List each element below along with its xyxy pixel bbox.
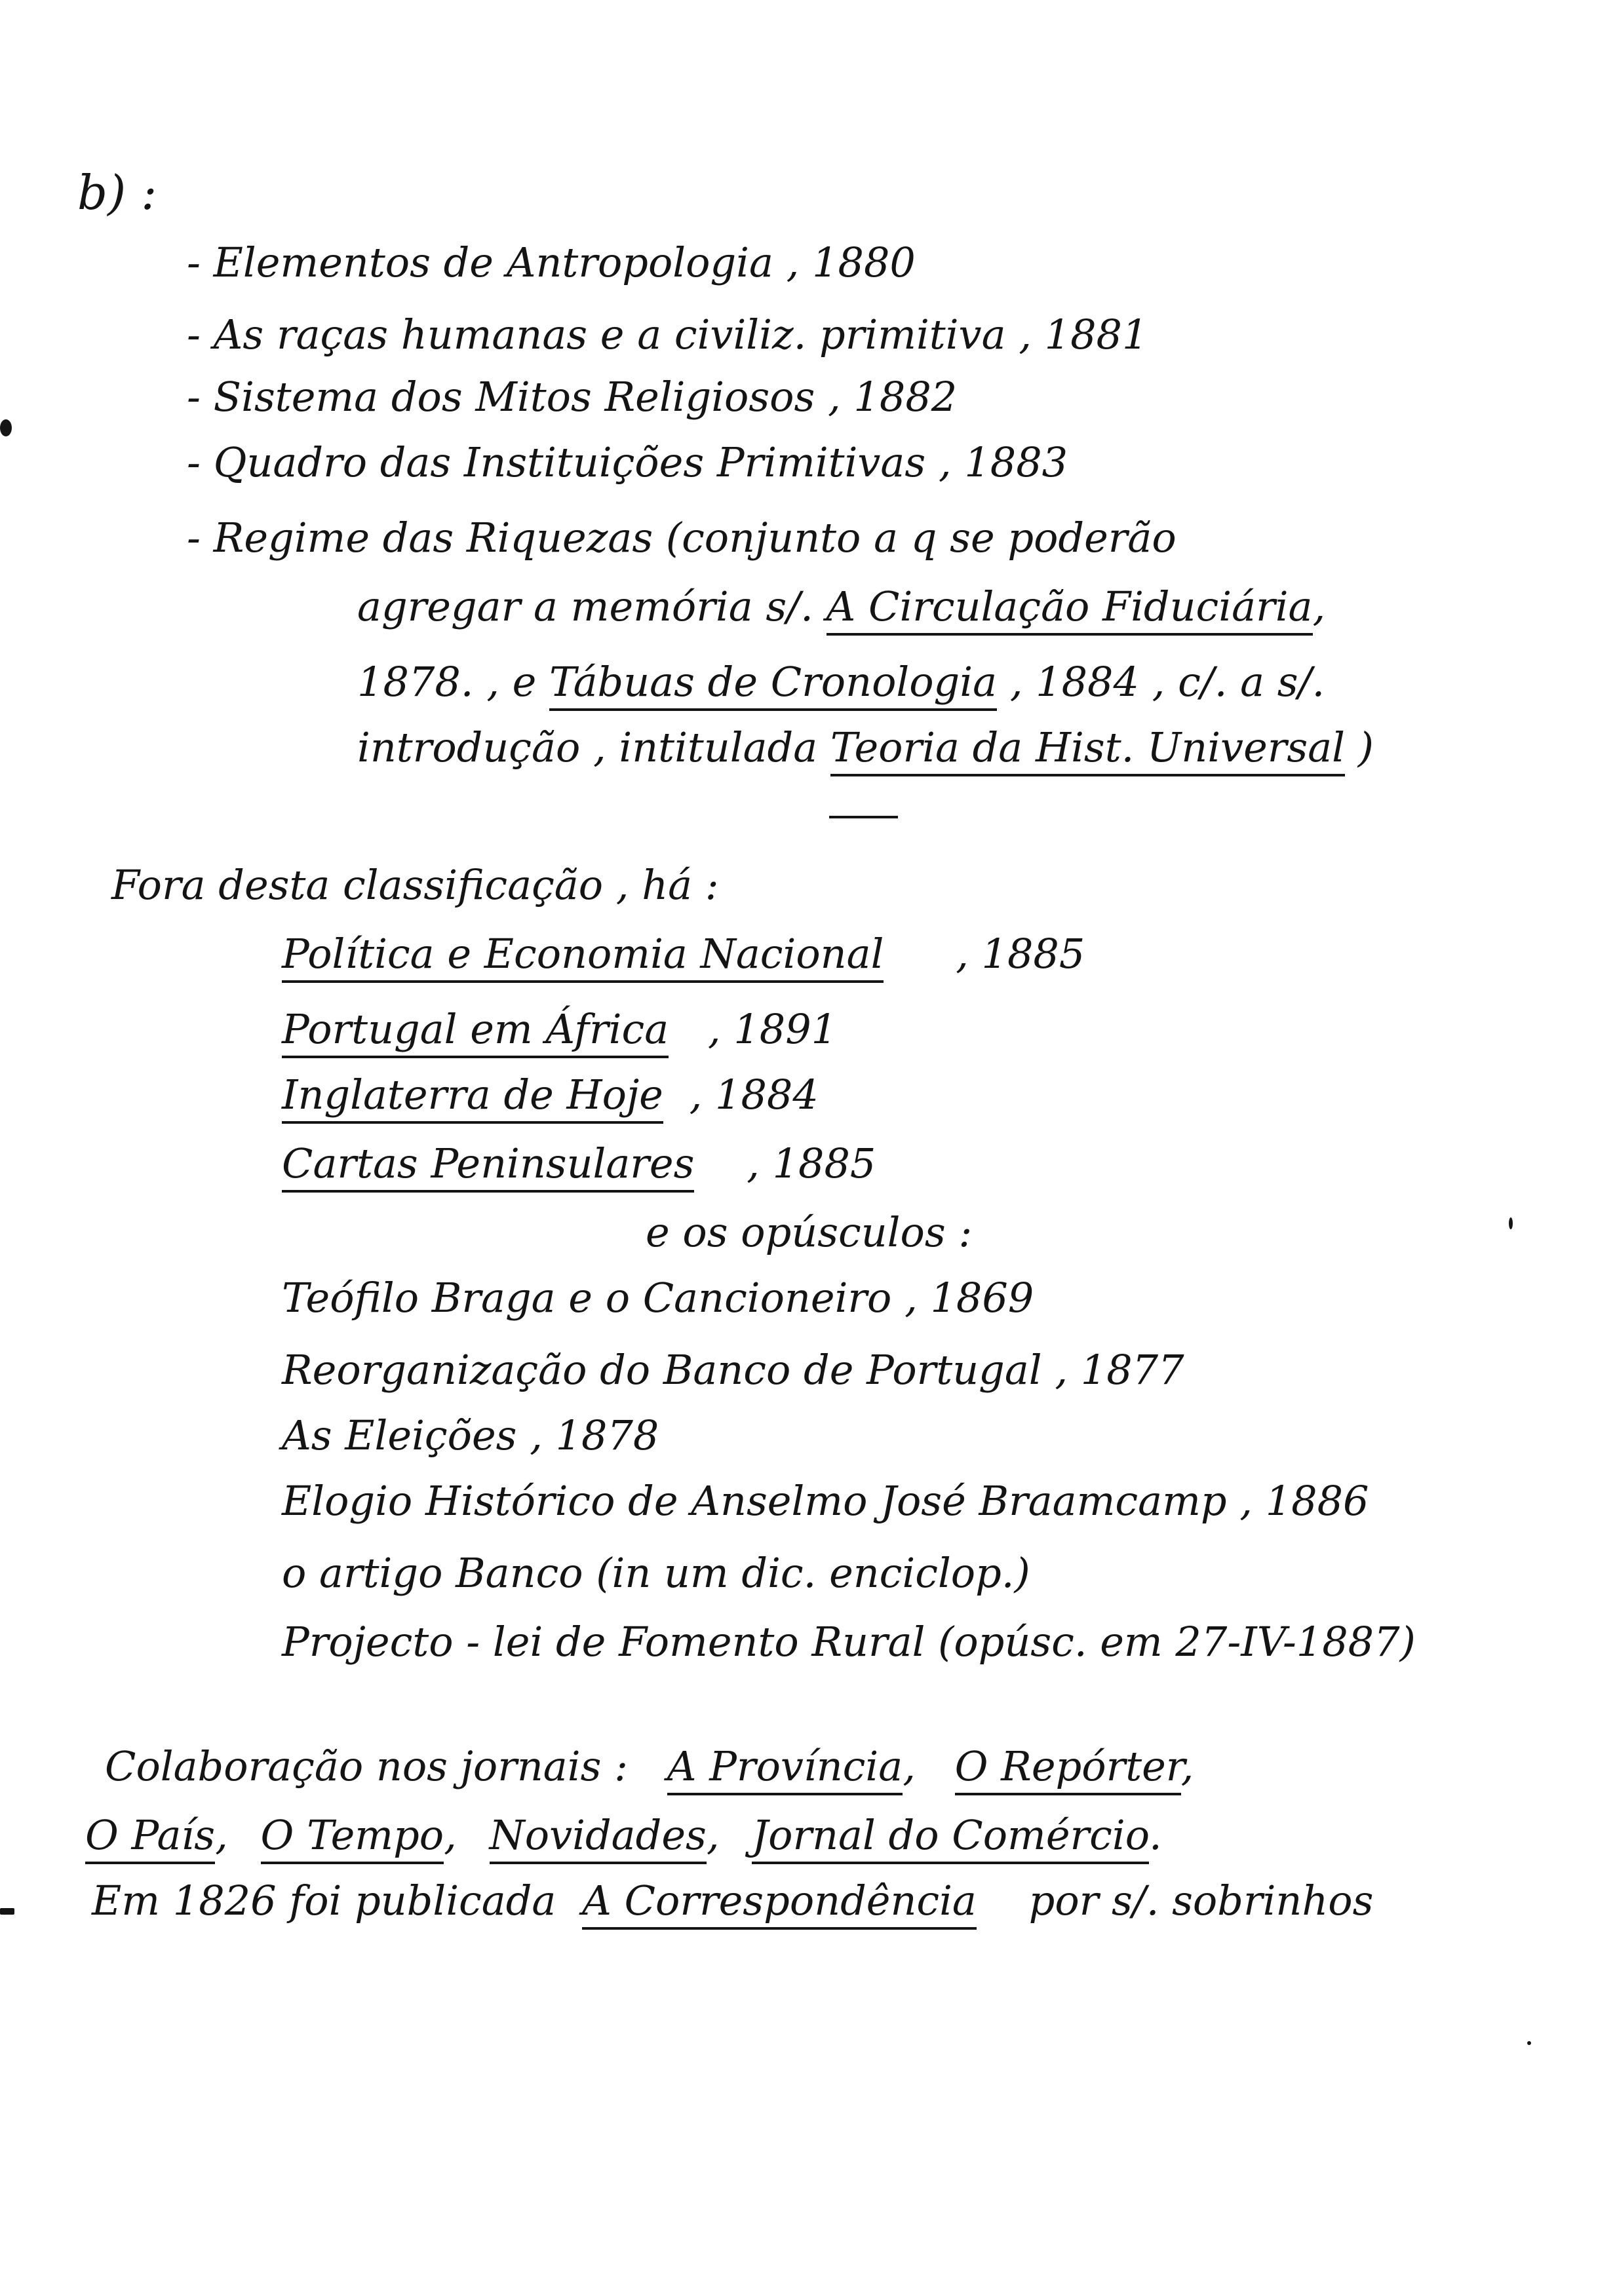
book-title: Portugal em África <box>282 1005 669 1058</box>
colaboracao-text: Em 1826 foi publicada <box>92 1877 556 1924</box>
journal-title: Jornal do Comércio <box>752 1811 1149 1864</box>
separator-dash <box>829 816 898 818</box>
journal-end: . <box>1148 1811 1162 1859</box>
book-title: Inglaterra de Hoje <box>282 1071 663 1124</box>
journal-sep: , <box>903 1742 916 1790</box>
list-item: - As raças humanas e a civiliz. primitiva , 1881 <box>187 311 1148 358</box>
regime-line-2-text: agregar a memória s/. <box>357 583 813 630</box>
book-line <box>282 930 1085 978</box>
regime-line-3-end: , 1884 , c/. a s/. <box>1009 658 1325 706</box>
book-title: Política e Economia Nacional <box>282 930 884 983</box>
title-correspondencia: A Correspondência <box>582 1877 977 1930</box>
colaboracao-line-3 <box>92 1877 1374 1924</box>
book-year: , 1884 <box>689 1071 819 1119</box>
regime-line-3 <box>357 658 1325 706</box>
title-circulacao-fiduciaria: A Circulação Fiduciária <box>827 583 1313 636</box>
scan-mark <box>1527 2041 1531 2045</box>
regime-line-4 <box>357 723 1374 771</box>
list-item-regime: - Regime das Riquezas (conjunto a q se poderão <box>187 514 1177 562</box>
opusculo-item: As Eleições , 1878 <box>282 1411 659 1459</box>
journal-title: O Repórter <box>955 1742 1181 1795</box>
journal-sep: , <box>444 1811 457 1859</box>
opusculos-intro: e os opúsculos : <box>646 1208 973 1256</box>
scan-mark <box>0 1908 14 1915</box>
list-item: - Quadro das Instituições Primitivas , 1883 <box>187 438 1068 486</box>
journal-title: A Província <box>667 1742 903 1795</box>
regime-line-3-year: 1878. , e <box>357 658 537 706</box>
list-item: - Sistema dos Mitos Religiosos , 1882 <box>187 373 958 421</box>
opusculo-item: Reorganização do Banco de Portugal , 1877 <box>282 1346 1184 1394</box>
book-line <box>282 1139 876 1187</box>
book-year: , 1891 <box>707 1005 838 1053</box>
section-b-heading: b) : <box>77 165 157 220</box>
regime-line-4-end: ) <box>1357 723 1374 771</box>
colaboracao-end: por s/. sobrinhos <box>1028 1877 1374 1924</box>
opusculo-item: Projecto - lei de Fomento Rural (opúsc. em 27-IV-1887) <box>282 1618 1416 1666</box>
journal-title: O País <box>85 1811 215 1864</box>
opusculo-item: Elogio Histórico de Anselmo José Braamcamp , 1886 <box>282 1477 1369 1525</box>
title-tabuas-cronologia: Tábuas de Cronologia <box>549 658 997 711</box>
regime-line-2-end: , <box>1312 583 1326 630</box>
journal-title: O Tempo <box>261 1811 444 1864</box>
journal-sep: , <box>706 1811 720 1859</box>
colaboracao-line-1 <box>105 1742 1194 1790</box>
opusculo-item: Teófilo Braga e o Cancioneiro , 1869 <box>282 1274 1034 1322</box>
journal-sep: , <box>215 1811 228 1859</box>
book-line <box>282 1005 838 1053</box>
book-title: Cartas Peninsulares <box>282 1139 694 1193</box>
journal-title: Novidades <box>490 1811 707 1864</box>
journal-sep: , <box>1180 1742 1194 1790</box>
fora-intro: Fora desta classificação , há : <box>111 861 719 909</box>
book-line <box>282 1071 819 1119</box>
list-item: - Elementos de Antropologia , 1880 <box>187 239 916 286</box>
colaboracao-line-2 <box>85 1811 1162 1859</box>
scan-mark <box>0 419 12 436</box>
colaboracao-text: Colaboração nos jornais : <box>105 1742 629 1790</box>
book-year: , 1885 <box>956 930 1085 978</box>
scan-mark <box>1509 1217 1513 1229</box>
title-teoria-historia-universal: Teoria da Hist. Universal <box>830 723 1345 776</box>
opusculo-item: o artigo Banco (in um dic. enciclop.) <box>282 1549 1030 1597</box>
regime-line-4-text: introdução , intitulada <box>357 723 818 771</box>
book-year: , 1885 <box>747 1139 876 1187</box>
regime-line-2 <box>357 583 1326 630</box>
